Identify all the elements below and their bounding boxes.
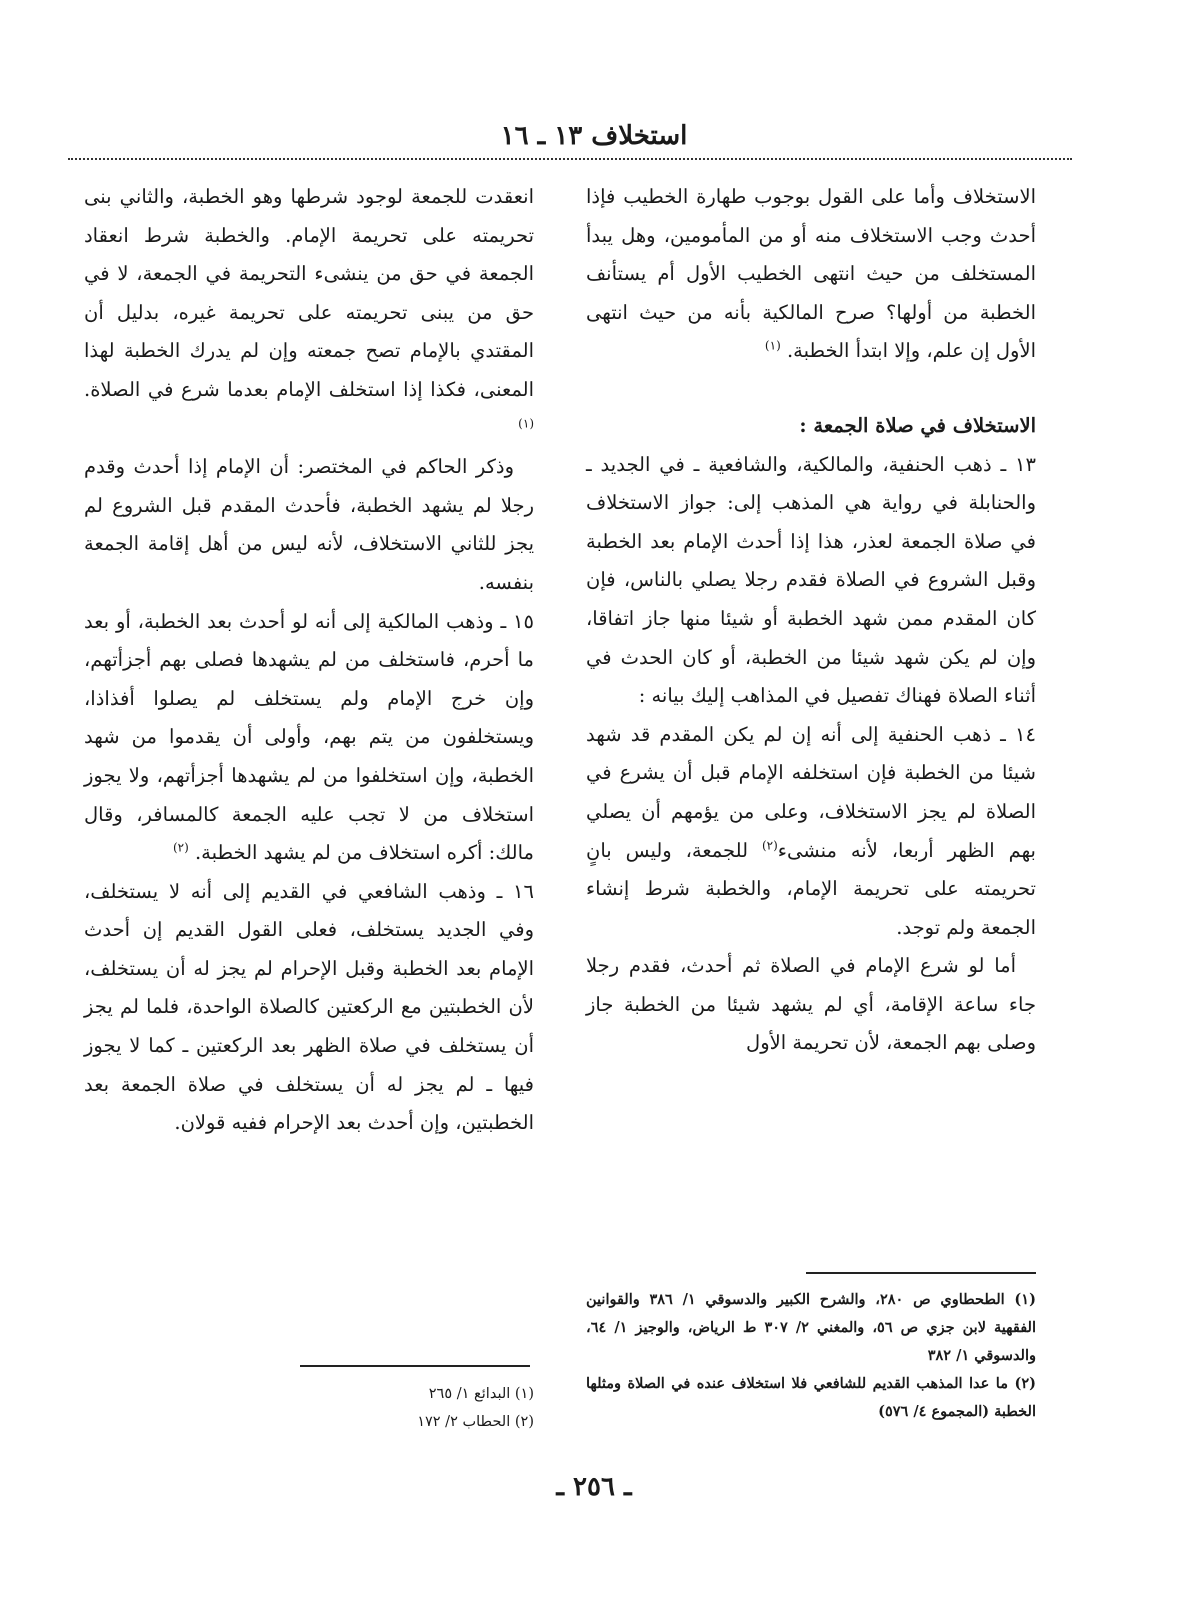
footnote-left-2: (٢) الحطاب ٢/ ١٧٢ xyxy=(417,1414,534,1430)
left-paragraph-15-text: ١٥ ـ وذهب المالكية إلى أنه لو أحدث بعد الخطبة، أو بعد ما أحرم، فاستخلف من لم يشهدها فصلى بهم أجزأتهم، وإن خرج الإمام ولم يستخلف لم يصلوا أفذاذا، ويستخلفون من يتم بهم، وأولى أن يقدموا من شهد الخطبة، وإن استخلفوا من لم يشهدها أجزأتهم، ولا يجوز استخلاف من لا تجب عليه الجمعة كالمسافر، وقال مالك: أكره استخلاف من لم يشهد الخطبة. xyxy=(84,609,534,865)
footnote-rule-left xyxy=(300,1365,530,1367)
right-paragraph-1-text: الاستخلاف وأما على القول بوجوب طهارة الخطيب فإذا أحدث وجب الاستخلاف منه أو من المأمومين، وهل يبدأ المستخلف من حيث انتهى الخطيب الأول أم يستأنف الخطبة من أولها؟ صرح المالكية بأنه من حيث انتهى الأول إن علم، وإلا ابتدأ الخطبة. xyxy=(586,185,1036,363)
right-paragraph-13: ١٣ ـ ذهب الحنفية، والمالكية، والشافعية ـ في الجديد ـ والحنابلة في رواية هي المذهب إلى: جواز الاستخلاف في صلاة الجمعة لعذر، هذا إذا أحدث الإمام بعد الخطبة وقبل الشروع في الصلاة فقدم رجلا يصلي بالناس، فإن كان المقدم ممن شهد الخطبة أو شيئا منها جاز اتفاقا، وإن لم يكن شهد شيئا من الخطبة، أو كان الحدث في أثناء الصلاة فهناك تفصيل في المذاهب إليك بيانه : xyxy=(586,452,1036,708)
footnote-rule-right xyxy=(806,1272,1036,1274)
footnotes-left xyxy=(84,1380,534,1436)
left-paragraph-2: وذكر الحاكم في المختصر: أن الإمام إذا أحدث وقدم رجلا لم يشهد الخطبة، فأحدث المقدم قبل الشروع لم يجز للثاني الاستخلاف، لأنه ليس من أهل إقامة الجمعة بنفسه. xyxy=(84,455,534,594)
footnote-ref-2: (٢) xyxy=(761,838,778,852)
left-paragraph-1-text: انعقدت للجمعة لوجود شرطها وهو الخطبة، والثاني بنى تحريمته على تحريمة الإمام. والخطبة شرط انعقاد الجمعة في حق من ينشىء التحريمة في الجمعة، لا في حق من يبنى تحريمته على تحريمة غيره، بدليل أن المقتدي بالإمام تصح جمعته وإن لم يدرك الخطبة لهذا المعنى، فكذا إذا استخلف الإمام بعدما شرع في الصلاة. xyxy=(84,185,534,401)
right-paragraph-1 xyxy=(586,178,1036,371)
section-heading: الاستخلاف في صلاة الجمعة : xyxy=(799,413,1036,437)
page-number: ـ ٢٥٦ ـ xyxy=(556,1472,632,1502)
right-column xyxy=(586,178,1036,1063)
right-paragraph-14 xyxy=(586,716,1036,948)
left-paragraph-15 xyxy=(84,603,534,873)
header-dotted-rule xyxy=(68,158,1072,160)
right-paragraph-4: أما لو شرع الإمام في الصلاة ثم أحدث، فقدم رجلا جاء ساعة الإقامة، أي لم يشهد شيئا من الخطبة جاز وصلى بهم الجمعة، لأن تحريمة الأول xyxy=(586,954,1036,1055)
footnote-right-1: (١) الطحطاوي ص ٢٨٠، والشرح الكبير والدسوقي ١/ ٣٨٦ والقوانين الفقهية لابن جزي ص ٥٦، والمغني ٢/ ٣٠٧ ط الرياض، والوجيز ١/ ٦٤، والدسوقي ١/ ٣٨٢ xyxy=(586,1291,1036,1364)
left-paragraph-1 xyxy=(84,178,534,448)
running-header: استخلاف ١٣ ـ ١٦ xyxy=(500,121,688,151)
left-paragraph-16: ١٦ ـ وذهب الشافعي في القديم إلى أنه لا يستخلف، وفي الجديد يستخلف، فعلى القول القديم إن أحدث الإمام بعد الخطبة وقبل الإحرام لم يجز له أن يستخلف، لأن الخطبتين مع الركعتين كالصلاة الواحدة، فلما لم يجز أن يستخلف في صلاة الظهر بعد الركعتين ـ كما لا يجوز فيها ـ لم يجز له أن يستخلف في صلاة الجمعة بعد الخطبتين، وإن أحدث بعد الإحرام ففيه قولان. xyxy=(84,879,534,1135)
footnote-ref-1: (١) xyxy=(764,338,781,353)
footnote-left-1: (١) البدائع ١/ ٢٦٥ xyxy=(428,1386,534,1402)
right-paragraph-14-text-b: للجمعة، وليس بانٍ تحريمته على تحريمة الإمام، والخطبة شرط إنشاء الجمعة ولم توجد. xyxy=(586,838,1036,939)
spacer xyxy=(586,371,1036,407)
right-paragraph-14-text-a: ١٤ ـ ذهب الحنفية إلى أنه إن لم يكن المقدم قد شهد شيئا من الخطبة فإن استخلفه الإمام قبل أن يشرع في الصلاة لم يجز الاستخلاف، وعلى من يؤمهم أن يصلي بهم الظهر أربعا، لأنه منشىء xyxy=(586,722,1036,862)
footnotes-right xyxy=(586,1286,1036,1426)
left-column xyxy=(84,178,534,1143)
footnote-ref-left-2: (٢) xyxy=(172,840,189,855)
footnote-ref-left-1: (١) xyxy=(518,416,534,431)
footnote-right-2: (٢) ما عدا المذهب القديم للشافعي فلا استخلاف عنده في الصلاة ومثلها الخطبة (المجموع ٤/ ٥٧٦) xyxy=(586,1375,1036,1420)
